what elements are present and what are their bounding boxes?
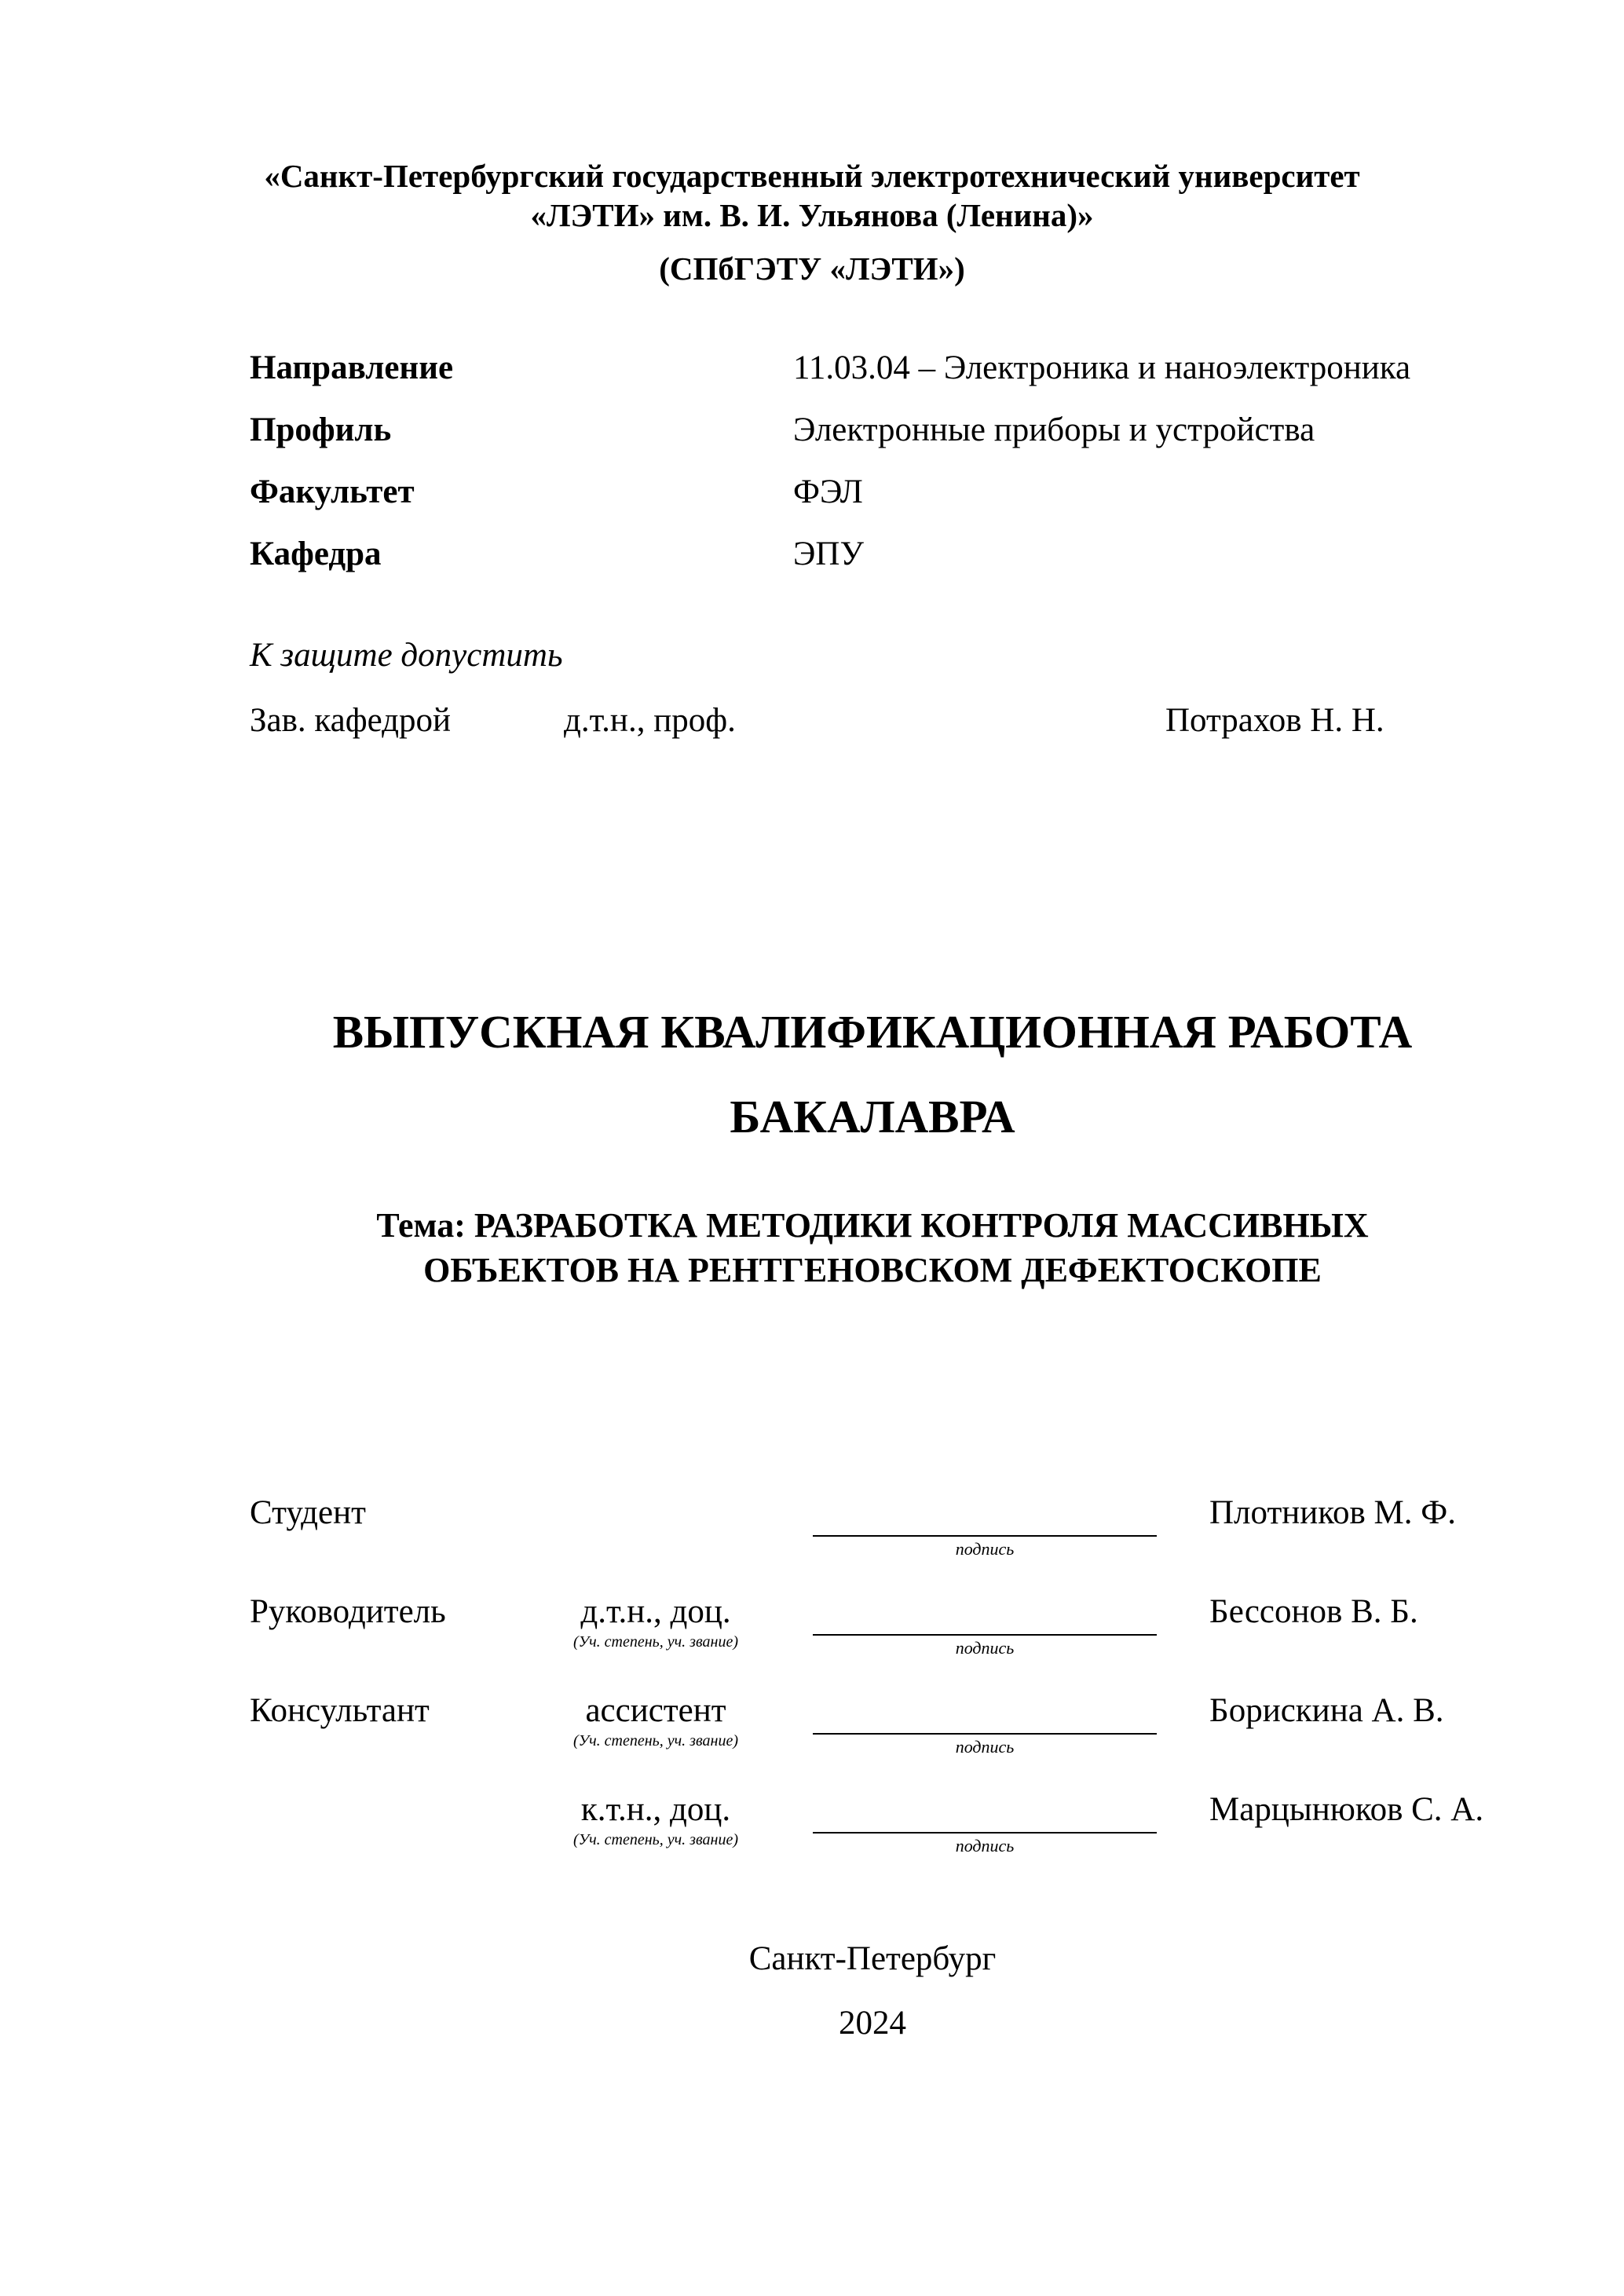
- info-label-department: Кафедра: [250, 536, 382, 572]
- admission-name: Потрахов Н. Н.: [1165, 702, 1384, 739]
- topic-line1: Тема: РАЗРАБОТКА МЕТОДИКИ КОНТРОЛЯ МАССИВНЫХ: [376, 1206, 1369, 1245]
- thesis-title-line2: БАКАЛАВРА: [730, 1091, 1015, 1143]
- rank-caption: (Уч. степень, уч. звание): [573, 1831, 738, 1848]
- admission-degree: д.т.н., проф.: [564, 702, 736, 739]
- signature-rank-consultant: ассистент: [585, 1692, 726, 1729]
- signature-caption: подпись: [955, 1638, 1015, 1658]
- rank-caption: (Уч. степень, уч. звание): [573, 1633, 738, 1651]
- signature-caption: подпись: [955, 1737, 1015, 1757]
- signature-rank-supervisor: д.т.н., доц.: [580, 1593, 731, 1630]
- footer-city: Санкт-Петербург: [748, 1940, 997, 1977]
- university-name-line1: «Санкт-Петербургский государственный электротехнический университет: [264, 158, 1360, 194]
- signature-line: [813, 1535, 1157, 1537]
- signature-caption: подпись: [955, 1539, 1015, 1559]
- info-label-direction: Направление: [250, 349, 454, 386]
- signature-name-supervisor: Бессонов В. Б.: [1209, 1593, 1418, 1630]
- info-value-faculty: ФЭЛ: [793, 473, 863, 510]
- signature-name-student: Плотников М. Ф.: [1209, 1494, 1456, 1531]
- admission-role: Зав. кафедрой: [250, 702, 452, 739]
- topic-line2: ОБЪЕКТОВ НА РЕНТГЕНОВСКОМ ДЕФЕКТОСКОПЕ: [423, 1251, 1322, 1289]
- signature-line: [813, 1733, 1157, 1735]
- info-value-department: ЭПУ: [793, 536, 864, 572]
- info-label-faculty: Факультет: [250, 473, 415, 510]
- university-abbreviation: (СПбГЭТУ «ЛЭТИ»): [659, 250, 965, 287]
- signature-role-supervisor: Руководитель: [250, 1593, 446, 1630]
- signature-role-consultant: Консультант: [250, 1692, 430, 1729]
- rank-caption: (Уч. степень, уч. звание): [573, 1732, 738, 1749]
- info-value-profile: Электронные приборы и устройства: [793, 411, 1315, 448]
- signature-name-consultant: Борискина А. В.: [1209, 1692, 1444, 1729]
- signature-role-student: Студент: [250, 1494, 366, 1531]
- thesis-title-line1: ВЫПУСКНАЯ КВАЛИФИКАЦИОННАЯ РАБОТА: [332, 1006, 1413, 1058]
- footer-year: 2024: [839, 2005, 906, 2042]
- admission-heading: К защите допустить: [250, 637, 563, 674]
- signature-line: [813, 1634, 1157, 1636]
- info-value-direction: 11.03.04 – Электроника и наноэлектроника: [793, 349, 1411, 386]
- signature-rank-consultant-2: к.т.н., доц.: [580, 1791, 731, 1828]
- info-label-profile: Профиль: [250, 411, 392, 448]
- signature-line: [813, 1832, 1157, 1834]
- signature-name-consultant-2: Марцынюков С. А.: [1209, 1791, 1484, 1828]
- university-name-line2: «ЛЭТИ» им. В. И. Ульянова (Ленина)»: [530, 197, 1094, 233]
- signature-caption: подпись: [955, 1836, 1015, 1855]
